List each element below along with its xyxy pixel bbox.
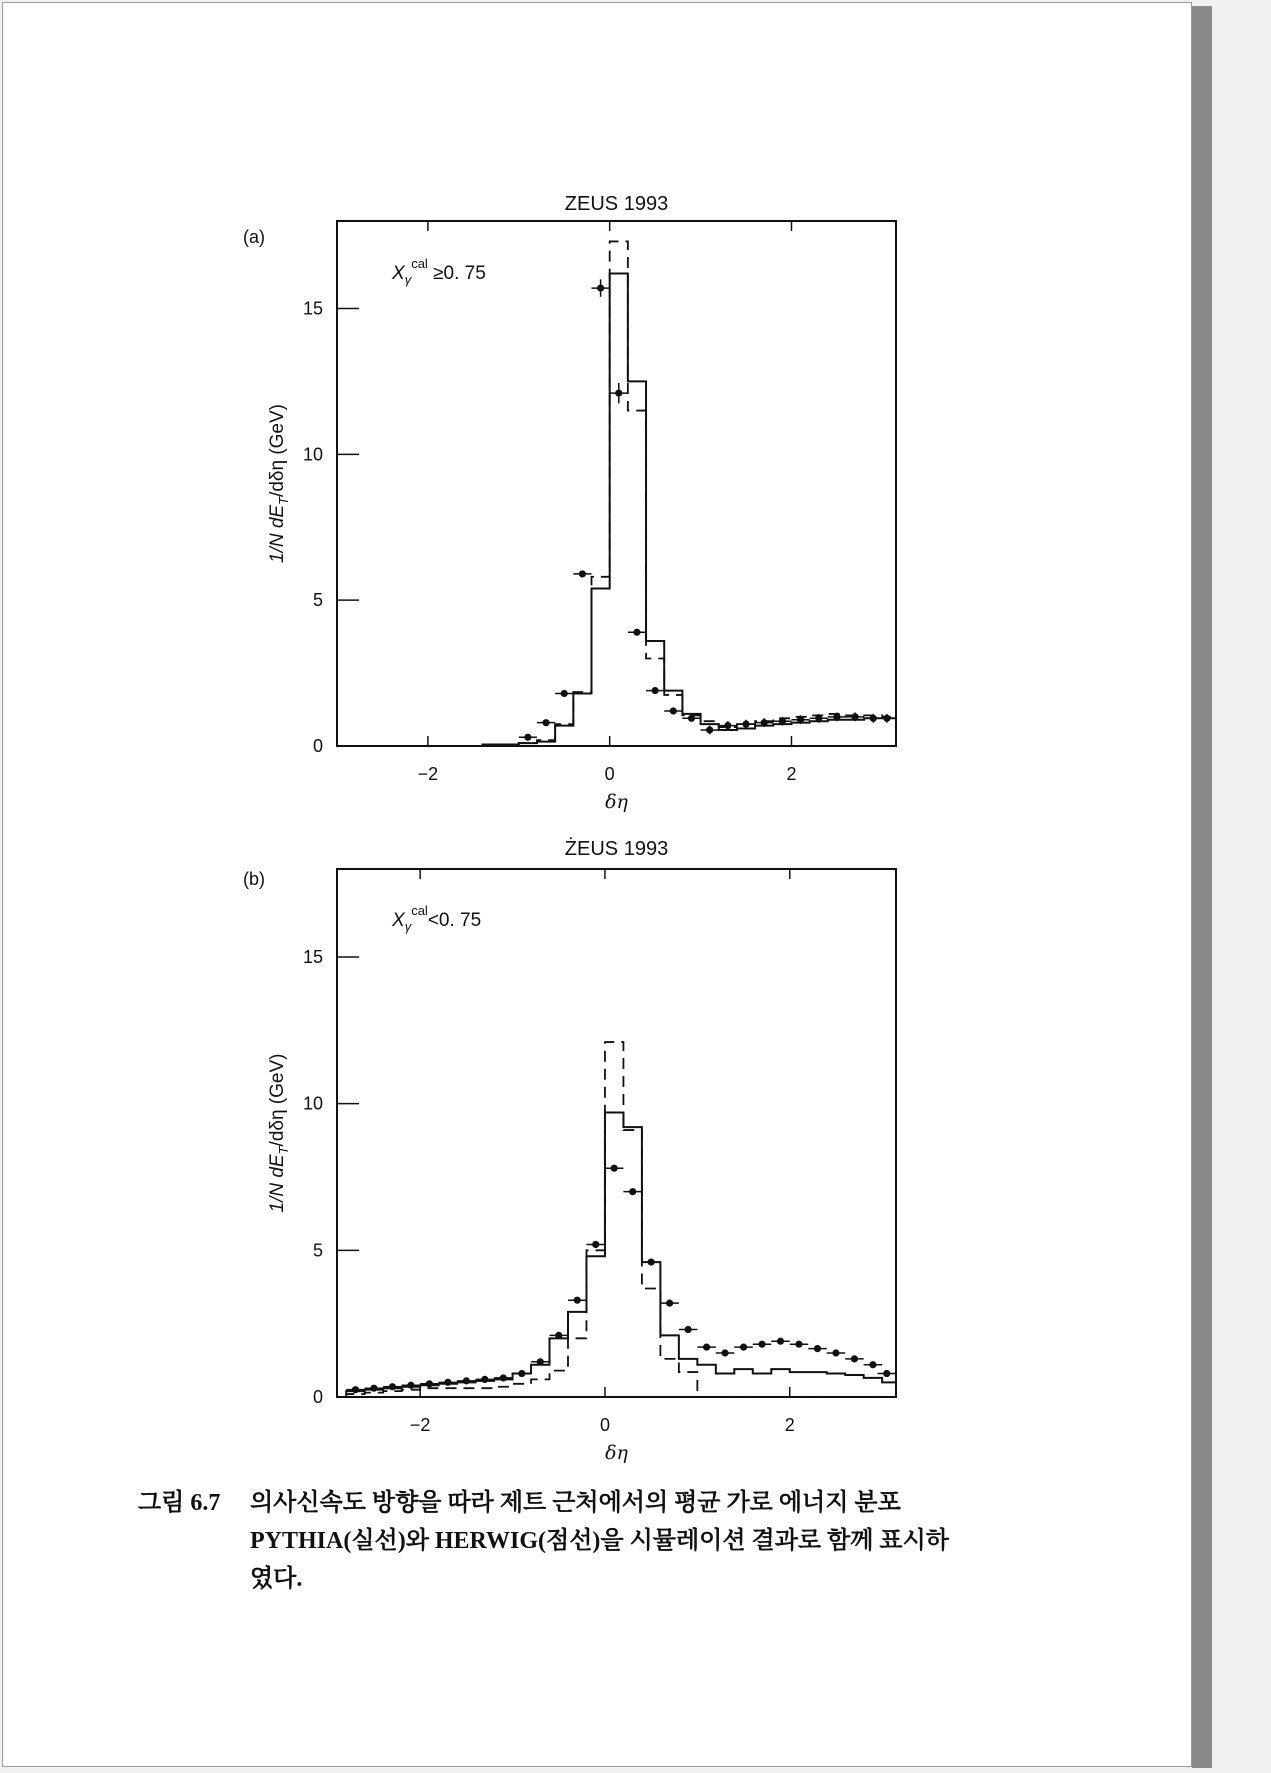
p1-data-point — [597, 284, 604, 291]
p1-data-point — [761, 719, 768, 726]
p2-data-point — [537, 1358, 544, 1365]
p2-y-tick-label: 5 — [312, 1240, 323, 1261]
p2-data-point — [352, 1386, 359, 1393]
p1-y-tick-label: 0 — [312, 736, 323, 756]
p1-panel-label: (a) — [243, 227, 265, 247]
p1-x-tick-label: 2 — [786, 764, 797, 784]
p2-data-point — [740, 1344, 747, 1351]
p2-data-point — [574, 1297, 581, 1304]
p2-data-point — [518, 1370, 525, 1377]
p2-data-point — [832, 1349, 839, 1356]
p1-data-point — [706, 726, 713, 733]
p2-data-point — [758, 1341, 765, 1348]
p1-y-tick-label: 15 — [302, 298, 323, 319]
p1-data-point — [688, 715, 695, 722]
p1-data-point — [524, 734, 531, 741]
p2-data-point — [407, 1382, 414, 1389]
p2-data-point — [777, 1338, 784, 1345]
p1-annotation: $X_\gamma^{cal} \ge 0$. 75 — [392, 256, 486, 287]
p2-data-point — [666, 1300, 673, 1307]
p2-y-tick-label: 0 — [312, 1387, 323, 1407]
p2-plot-frame — [337, 869, 896, 1397]
p2-series-dashed — [346, 1042, 896, 1397]
caption-line-1: 의사신속도 방향을 따라 제트 근처에서의 평균 가로 에너지 분포 — [250, 1490, 901, 1516]
p2-x-tick-label: −2 — [409, 1415, 431, 1435]
p2-data-point — [611, 1165, 618, 1172]
p2-chart-title: ŻEUS 1993 — [564, 838, 669, 860]
p1-x-tick-label: 0 — [604, 764, 615, 784]
p1-data-point — [724, 722, 731, 729]
p1-data-point — [870, 715, 877, 722]
p2-x-axis-label: δη — [605, 1442, 628, 1464]
p2-data-point — [629, 1188, 636, 1195]
p2-data-point — [721, 1349, 728, 1356]
p1-x-tick-label: −2 — [417, 764, 439, 784]
p1-data-point — [779, 718, 786, 725]
p2-data-point — [869, 1361, 876, 1368]
p1-data-point — [670, 707, 677, 714]
p1-series-dashed — [446, 241, 896, 746]
p2-data-point — [851, 1355, 858, 1362]
p2-annotation: $X_\gamma^{cal}<0$. 75 — [392, 903, 482, 934]
p2-data-point — [389, 1383, 396, 1390]
caption-line-3: 였다. — [250, 1566, 303, 1592]
p2-x-tick-label: 0 — [599, 1415, 610, 1435]
p1-y-tick-label: 10 — [302, 444, 323, 465]
p1-x-axis-label: δη — [605, 791, 628, 813]
p1-chart-title: ZEUS 1993 — [564, 193, 669, 215]
p1-y-axis-label: 1/N $dE_T$/dδη (GeV) — [267, 404, 291, 563]
p2-x-tick-label: 2 — [784, 1415, 795, 1435]
p2-y-tick-label: 10 — [302, 1093, 323, 1114]
p1-data-point — [579, 570, 586, 577]
p1-plot-frame — [337, 221, 896, 746]
p2-data-point — [500, 1374, 507, 1381]
p1-data-point — [615, 389, 622, 396]
p1-data-point — [652, 687, 659, 694]
p2-data-point — [795, 1341, 802, 1348]
p2-y-tick-label: 15 — [302, 947, 323, 967]
p2-data-point — [592, 1241, 599, 1248]
p1-data-point — [633, 629, 640, 636]
p1-data-point — [833, 713, 840, 720]
p2-series-solid — [346, 1112, 896, 1397]
p2-data-point — [555, 1332, 562, 1339]
caption-line-2: PYTHIA(실선)와 HERWIG(점선)을 시뮬레이션 결과로 함께 표시하 — [250, 1528, 949, 1554]
caption-label: 그림 6.7 — [138, 1490, 221, 1516]
p2-y-axis-label: 1/N $dE_T$/dδη (GeV) — [267, 1053, 291, 1213]
p1-data-point — [851, 713, 858, 720]
p2-data-point — [444, 1379, 451, 1386]
p2-data-point — [463, 1377, 470, 1384]
p1-data-point — [883, 715, 890, 722]
p2-data-point — [685, 1326, 692, 1333]
p1-y-tick-label: 5 — [312, 590, 323, 611]
p2-panel-label: (b) — [243, 869, 265, 889]
p2-data-point — [426, 1380, 433, 1387]
p2-data-point — [370, 1385, 377, 1392]
p2-data-point — [703, 1344, 710, 1351]
p1-data-point — [815, 715, 822, 722]
p2-data-point — [814, 1345, 821, 1352]
p1-data-point — [797, 716, 804, 723]
p1-data-point — [561, 690, 568, 697]
p1-data-point — [742, 721, 749, 728]
p1-data-point — [542, 719, 549, 726]
p2-data-point — [648, 1258, 655, 1265]
p1-series-solid — [446, 274, 896, 747]
p2-data-point — [481, 1376, 488, 1383]
p2-data-point — [883, 1370, 890, 1377]
